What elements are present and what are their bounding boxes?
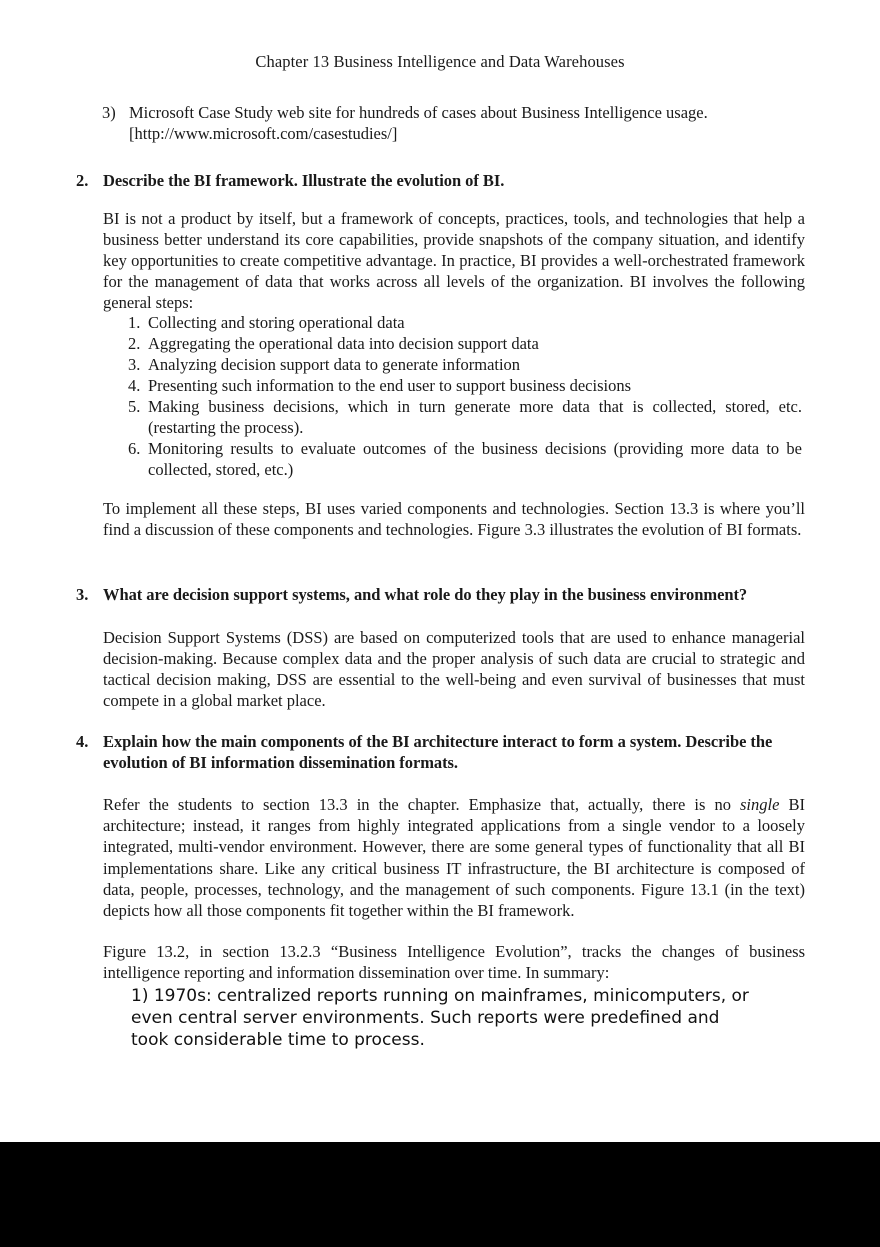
step-marker: 2. <box>128 334 141 354</box>
page-header-title: Chapter 13 Business Intelligence and Data Warehouses <box>255 52 625 71</box>
question-3-heading-text: What are decision support systems, and what role do they play in the business environment? <box>103 584 748 604</box>
step-text: Collecting and storing operational data <box>148 313 405 333</box>
question-4-heading <box>76 731 805 773</box>
question-4-heading-text: Explain how the main components of the BI architecture interact to form a system. Describe the evolution of BI information dissemination formats. <box>103 732 773 773</box>
step-text: Monitoring results to evaluate outcomes of the business decisions (providing more data to be collected, stored, etc.) <box>148 439 802 479</box>
evolution-item-line2: even central server environments. Such reports were predefined and <box>131 1007 720 1028</box>
page-content <box>76 72 805 1051</box>
reference-item-marker: 3) <box>102 102 116 122</box>
question-3-answer: Decision Support Systems (DSS) are based on computerized tools that are used to enhance managerial decision-making. Because complex data and the proper analysis of such data are crucial to strategic and tactical decision making, DSS are essential to the well-being and even survival of businesses that must compete in a global market place. <box>103 628 805 711</box>
reference-item-url: [http://www.microsoft.com/casestudies/] <box>129 123 398 143</box>
step-text: Making business decisions, which in turn generate more data that is collected, stored, etc. (restarting the process). <box>148 397 802 438</box>
question-4-answer-part1: Refer the students to section 13.3 in the chapter. Emphasize that, actually, there is no <box>103 795 741 815</box>
evolution-item-line1: 1) 1970s: centralized reports running on mainframes, minicomputers, or <box>131 985 749 1006</box>
step-text: Presenting such information to the end user to support business decisions <box>148 376 632 396</box>
reference-item-line1: Microsoft Case Study web site for hundreds of cases about Business Intelligence usage. <box>129 102 708 122</box>
question-3-heading <box>76 584 805 605</box>
footer-black-bar <box>0 1142 880 1247</box>
question-4-answer-emphasis: single <box>740 795 780 815</box>
list-item <box>128 355 805 376</box>
step-marker: 3. <box>128 355 141 375</box>
reference-list-item <box>102 102 805 144</box>
page-header <box>0 0 880 72</box>
question-2-closing-paragraph: To implement all these steps, BI uses varied components and technologies. Section 13.3 is where you’ll find a discussion of these components and technologies. Figure 3.3 illustrates the evolution of BI formats. <box>103 498 805 539</box>
step-marker: 1. <box>128 313 141 333</box>
step-marker: 4. <box>128 376 141 396</box>
reference-item-body <box>129 102 805 144</box>
question-3-marker: 3. <box>76 584 89 604</box>
list-item <box>128 334 805 355</box>
evolution-summary-block <box>131 985 783 1051</box>
question-4-answer <box>103 794 805 920</box>
step-text: Aggregating the operational data into decision support data <box>148 334 539 354</box>
question-2-marker: 2. <box>76 171 89 191</box>
list-item <box>128 439 805 481</box>
step-marker: 6. <box>128 439 141 458</box>
evolution-item-line3: took considerable time to process. <box>131 1029 425 1050</box>
list-item <box>128 376 805 397</box>
step-text: Analyzing decision support data to generate information <box>148 355 521 375</box>
question-2-heading-text: Describe the BI framework. Illustrate the evolution of BI. <box>103 171 505 191</box>
bi-steps-list <box>128 313 805 481</box>
evolution-intro-paragraph: Figure 13.2, in section 13.2.3 “Business Intelligence Evolution”, tracks the changes of business intelligence reporting and information dissemination over time. In summary: <box>103 941 805 982</box>
question-2-heading <box>76 170 805 191</box>
question-2-intro-paragraph: BI is not a product by itself, but a framework of concepts, practices, tools, and technologies that help a business better understand its core capabilities, provide snapshots of the company situation, and identify key opportunities to create competitive advantage. In practice, BI provides a well-orchestrated framework for the management of data that works across all levels of the organization. BI involves the following general steps: <box>103 209 805 313</box>
list-item <box>128 313 805 334</box>
question-4-answer-part2: BI architecture; instead, it ranges from highly integrated applications from a single vendor to a loosely integrated, multi-vendor environment. However, there are some general types of functionality that all BI implementations share. Like any critical business IT infrastructure, the BI architecture is composed of data, people, processes, technology, and the management of such components. Figure 13.1 (in the text) depicts how all those components fit together within the BI framework. <box>103 795 805 920</box>
step-marker: 5. <box>128 397 141 417</box>
question-4-marker: 4. <box>76 732 89 752</box>
list-item <box>128 397 805 439</box>
